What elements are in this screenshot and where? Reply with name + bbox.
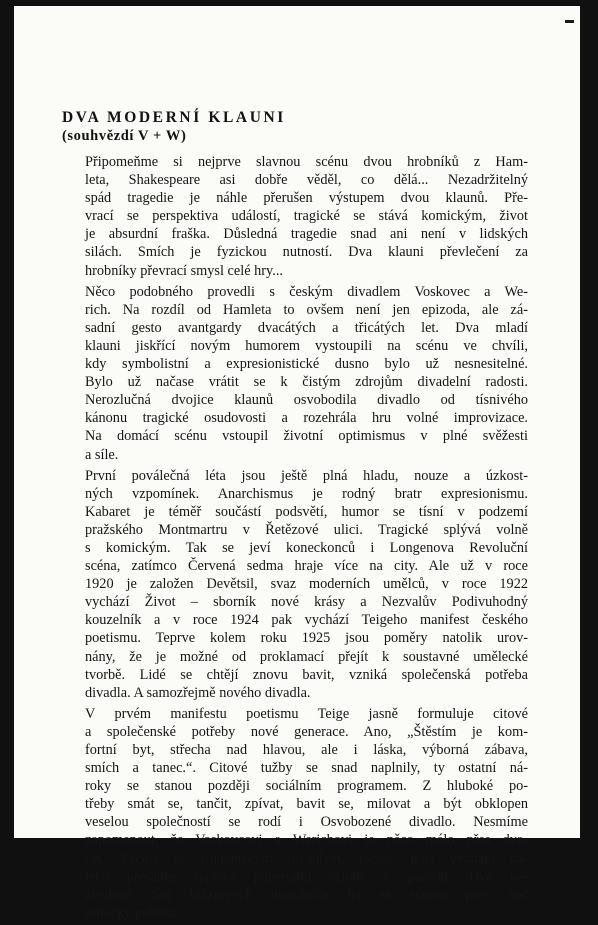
text-line: zapomenout, že Voskovcovi a Werichovi je něco málo přes dva- [85, 832, 528, 849]
text-line: leko přesáhne typické pubertální sklony k parodii. Dvě ne- [85, 868, 528, 885]
paragraph [62, 283, 528, 464]
text-line: sadní gesto avantgardy dvacátých a třicátých let. Dva mladí [85, 319, 528, 336]
text-line: rich. Na rozdíl od Hamleta to ovšem není jen epizoda, ale zá- [85, 301, 528, 318]
text-line: silách. Smích je fyzickou nutností. Dva klauni převlečení za [85, 244, 528, 261]
text-line: V prvém manifestu poetismu Teige jasně formuluje citové [85, 705, 528, 722]
heading-block [62, 108, 286, 146]
text-line: zvedené děti bláznivých dvacátých let se stanou přes noc [85, 886, 528, 903]
text-line: veselou společností se rodí i Osvobozené divadlo. Nesmíme [85, 814, 528, 831]
text-line: První poválečná léta jsou ještě plná hladu, nouze a úzkost- [85, 467, 528, 484]
text-line: smích a tanec.“. Citové tužby se snad naplnily, ty ostatní ná- [85, 760, 528, 777]
body-text [62, 153, 528, 925]
text-line: divadla. A samozřejmě nového divadla. [85, 684, 311, 701]
chapter-subtitle: (souhvězdí V + W) [62, 128, 187, 144]
text-line: 1920 je založen Devětsil, svaz moderních umělců, v roce 1922 [85, 576, 528, 593]
text-line: Nerozlučná dvojice klaunů osvobodila divadlo od tísnivého [85, 392, 528, 409]
text-line: s komickým. Tak se jeví koneckonců i Longenova Revoluční [85, 539, 528, 556]
text-line: cet. Začíná se studentským divadlem, recesí, jejíž význam da- [85, 850, 528, 867]
text-line: klauni jiskřící novým humorem vystoupili na scénu ve chvíli, [85, 337, 528, 354]
text-line: je absurdní fraška. Důsledná tragedie snad ani není v lidských [85, 226, 528, 243]
text-line: miláčky publika. [85, 904, 182, 921]
text-line: Připomeňme si nejprve slavnou scénu dvou hrobníků z Ham- [85, 154, 528, 170]
chapter-title: DVA MODERNÍ KLAUNI [62, 109, 286, 126]
text-line: vrací se perspektiva událostí, tragické se stává komickým, život [85, 208, 528, 225]
text-line: třeby smát se, tančit, zpívat, bavit se, milovat a být obklopen [85, 796, 528, 813]
paragraph [62, 153, 528, 280]
text-line: tvorbě. Lidé se chtějí znovu bavit, vzniká společenská potřeba [85, 666, 528, 683]
text-line: vychází Život – sborník nové krásy a Nezvalův Podivuhodný [85, 594, 528, 611]
book-page [14, 6, 580, 921]
text-line: poetismu. Teprve kolem roku 1925 jsou poměry natolik urov- [85, 630, 528, 647]
text-line: Kabaret je téměř součástí podsvětí, humor se tísní v podzemí [85, 503, 528, 520]
text-line: kouzelník a v roce 1924 pak vychází Teigeho manifest českého [85, 612, 528, 629]
text-line: roky se stanou později sociálním programem. Z hluboké po- [85, 778, 528, 795]
text-line: a společenské potřeby nové generace. Ano, „Štěstím je kom- [85, 723, 528, 740]
text-line: scéna, zatímco Červená sedma hraje více na city. Ale už v roce [85, 558, 528, 575]
text-line: pražského Montmartru v Řetězové ulici. Tragické splývá volně [85, 521, 528, 538]
text-line: a síle. [85, 446, 119, 463]
text-line: Na domácí scénu vstoupil životní optimismus v plné svěžesti [85, 428, 528, 445]
text-line: Bylo už načase vrátit se k čistým zdrojům divadelní radosti. [85, 374, 528, 391]
text-line: kdy symbolistní a expresionistické dusno bylo už nesnesitelné. [85, 356, 528, 373]
text-line: hrobníky převrací smysl celé hry... [85, 262, 283, 279]
text-line: spád tragedie je náhle přerušen výstupem dvou klaunů. Pře- [85, 190, 528, 207]
paragraph [62, 467, 528, 702]
page-edge-mark [565, 20, 574, 23]
text-line: fortní byt, střecha nad hlavou, ale i láska, výborná zábava, [85, 742, 528, 758]
text-line: ných vzpomínek. Anarchismus je rodný bratr expresionismu. [85, 485, 528, 502]
paragraph [62, 705, 528, 922]
text-line: leta, Shakespeare asi dobře věděl, co dělá... Nezadržitelný [85, 172, 528, 189]
text-line: kánonu tragické osudovosti a rozehrála hru volné improvizace. [85, 410, 528, 427]
text-line: Něco podobného provedli s českým divadlem Voskovec a We- [85, 283, 528, 300]
text-line: nány, že je možné od proklamací přejít k soustavné umělecké [85, 648, 528, 665]
